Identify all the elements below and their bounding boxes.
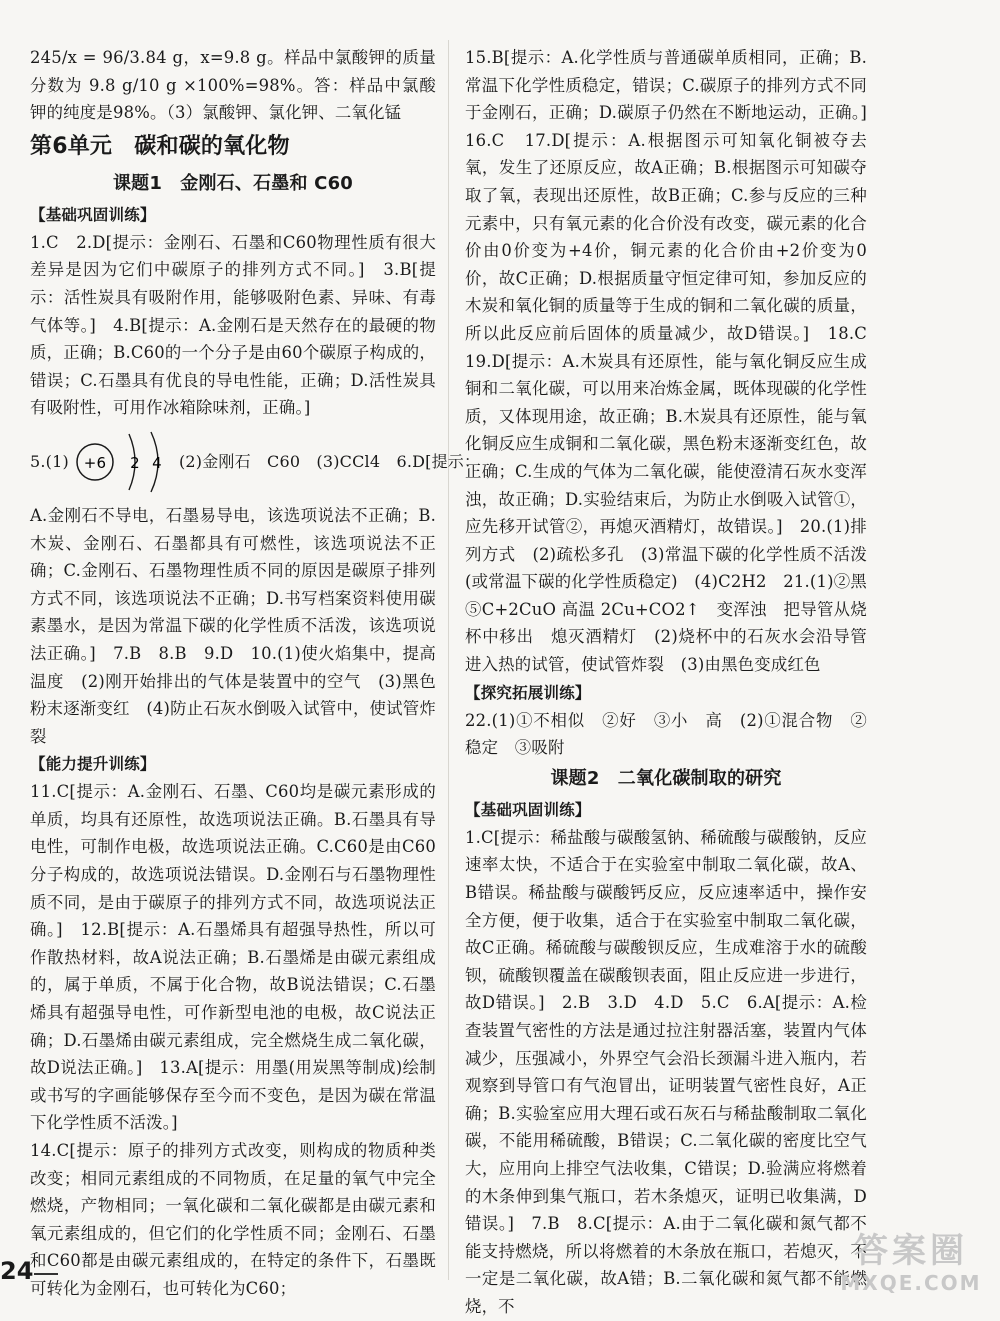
atom-electron-shell-1: 2 [130, 453, 140, 472]
page-number-rule [34, 1273, 58, 1275]
unit-title: 第6单元 碳和碳的氧化物 [30, 133, 290, 159]
page-number: 24 [0, 1257, 34, 1285]
section-explore-training: 【探究拓展训练】 [465, 683, 591, 702]
lesson-title-1: 课题1 金刚石、石墨和 C60 [112, 172, 354, 194]
answer-paragraph: 1.C 2.D[提示：金刚石、石墨和C60物理性质有很大差异是因为它们中碳原子的排列方式不同。] 3.B[提示：活性炭具有吸附作用，能够吸附色素、异味、有毒气体等。] 4.B[提示：A.金刚石是天然存在的最硬的物质，正确；B.C60的一个分子是由60个碳原子构成的，错误；C.石墨具有优良的导电性能，正确；D.活性炭具有吸附性，可用作冰箱除味剂，正确。] [30, 232, 436, 418]
column-divider [448, 40, 449, 1280]
q5-prefix: 5.(1) [30, 452, 69, 472]
section-basic-training: 【基础巩固训练】 [465, 800, 591, 819]
watermark-url: MXQE.COM [840, 1271, 982, 1295]
question-5-row [30, 422, 481, 502]
answer-paragraph: 14.C[提示：原子的排列方式改变，则构成的物质种类改变；相同元素组成的不同物质，在足量的氧气中完全燃烧，产物相同；一氧化碳和二氧化碳都是由碳元素和氧元素组成的，但它们的化学性质不同；金刚石、石墨和C60都是由碳元素组成的，在特定的条件下，石墨既可转化为金刚石，也可转化为C60； [30, 1141, 436, 1298]
answer-paragraph: 15.B[提示：A.化学性质与普通碳单质相同，正确；B.常温下化学性质稳定，错误；C.碳原子的排列方式不同于金刚石，正确；D.碳原子仍然在不断地运动，正确。] 16.C 17.D[提示：A.根据图示可知氧化铜被夺去氧，发生了还原反应，故A正确；B.根据图示可知碳夺取了氧，表现出还原性，故B正确；C.参与反应的三种元素中，只有氧元素的化合价没有改变，碳元素的化合价由0价变为+4价，铜元素的化合价由+2价变为0价，故C正确；D.根据质量守恒定律可知，参加反应的木炭和氧化铜的质量等于生成的铜和二氧化碳的质量，所以此反应前后固体的质量减少，故D错误。] 18.C 19.D[提示：A.木炭具有还原性，能与氧化铜反应生成铜和二氧化碳，可以用来冶炼金属，既体现碳的化学性质，又体现用途，故正确；B.木炭具有还原性，能与氧化铜反应生成铜和二氧化碳，黑色粉末逐渐变红色，故正确；C.生成的气体为二氧化碳，能使澄清石灰水变浑浊，故正确；D.实验结束后，为防止水倒吸入试管①，应先移开试管②，再熄灭酒精灯，故错误。] 20.(1)排列方式 (2)疏松多孔 (3)常温下碳的化学性质不活泼(或常温下碳的化学性质稳定) (4)C2H2 21.(1)②黑 ⑤C+2CuO 高温 2Cu+CO2↑ 变浑浊 把导管从烧杯中移出 熄灭酒精灯 (2)烧杯中的石灰水会沿导管进入热的试管，使试管炸裂 (3)由黑色变成红色 [465, 48, 884, 675]
watermark-logo-text: 答案圈 [854, 1231, 968, 1271]
carbon-atom-structure-diagram [69, 422, 179, 502]
section-basic-training: 【基础巩固训练】 [30, 205, 156, 224]
left-column [30, 44, 481, 1303]
intro-paragraph: 245/x = 96/3.84 g，x=9.8 g。样品中氯酸钾的质量分数为 9.8 g/10 g ×100%=98%。答：样品中氯酸钾的纯度是98%。（3）氯酸钾、氯化钾、二氧化锰 [30, 48, 436, 123]
atom-diagram-svg [69, 422, 179, 502]
atom-nucleus-label: +6 [83, 453, 107, 472]
answer-paragraph: 1.C[提示：稀盐酸与碳酸氢钠、稀硫酸与碳酸钠，反应速率太快，不适合于在实验室中制取二氧化碳，故A、B错误。稀盐酸与碳酸钙反应，反应速率适中，操作安全方便，便于收集，适合于在实验室中制取二氧化碳，故C正确。稀硫酸与碳酸钡反应，生成难溶于水的硫酸钡，硫酸钡覆盖在碳酸钡表面，阻止反应进一步进行，故D错误。] 2.B 3.D 4.D 5.C 6.A[提示：A.检查装置气密性的方法是通过拉注射器活塞，装置内气体减少，压强减小，外界空气会沿长颈漏斗进入瓶内，若观察到导管口有气泡冒出，证明装置气密性良好，A正确；B.实验室应用大理石或石灰石与稀盐酸制取二氧化碳，不能用稀硫酸，B错误；C.二氧化碳的密度比空气大，应用向上排空气法收集，C错误；D.验满应将燃着的木条伸到集气瓶口，若木条熄灭，证明已收集满，D错误。] 7.B 8.C[提示：A.由于二氧化碳和氮气都不能支持燃烧，所以将燃着的木条放在瓶口，若熄灭，不一定是二氧化碳，故A错；B.二氧化碳和氮气都不能燃烧，不 [465, 827, 867, 1316]
answer-paragraph: 11.C[提示：A.金刚石、石墨、C60均是碳元素形成的单质，均具有还原性，故选项说法正确。B.石墨具有导电性，可制作电极，故选项说法正确。C.C60是由C60分子构成的，故选项说法错误。D.金刚石与石墨物理性质不同，是由于碳原子的排列方式不同，故选项说法正确。] 12.B[提示：A.石墨烯具有超强导热性，所以可作散热材料，故A说法正确；B.石墨烯是由碳元素组成的，属于单质，不属于化合物，故B说法错误；C.石墨烯具有超强导电性，可作新型电池的电极，故C说法正确；D.石墨烯由碳元素组成，完全燃烧生成二氧化碳，故D说法正确。] 13.A[提示：用墨(用炭黑等制成)绘制或书写的字画能够保存至今而不变色，是因为碳在常温下化学性质不活泼。] [30, 782, 436, 1133]
atom-electron-shell-2: 4 [152, 453, 162, 472]
answer-paragraph: A.金刚石不导电，石墨易导电，该选项说法不正确；B.木炭、金刚石、石墨都具有可燃性，该选项说法不正确；C.金刚石、石墨物理性质不同的原因是碳原子排列方式不同，该选项说法不正确；D.书写档案资料使用碳素墨水，是因为常温下碳的化学性质不活泼，该选项说法正确。] 7.B 8.B 9.D 10.(1)使火焰集中，提高温度 (2)刚开始排出的气体是装置中的空气 (3)黑色粉末逐渐变红 (4)防止石灰水倒吸入试管中，使试管炸裂 [30, 505, 436, 746]
section-ability-training: 【能力提升训练】 [30, 755, 156, 774]
watermark-logo [836, 1229, 986, 1299]
right-column [465, 44, 884, 1321]
lesson-title-2: 课题2 二氧化碳制取的研究 [550, 767, 782, 789]
answer-paragraph: 22.(1)①不相似 ②好 ③小 高 (2)①混合物 ②稳定 ③吸附 [465, 710, 867, 758]
q5-rest: (2)金刚石 C60 (3)CCl4 6.D[提示： [178, 452, 481, 472]
